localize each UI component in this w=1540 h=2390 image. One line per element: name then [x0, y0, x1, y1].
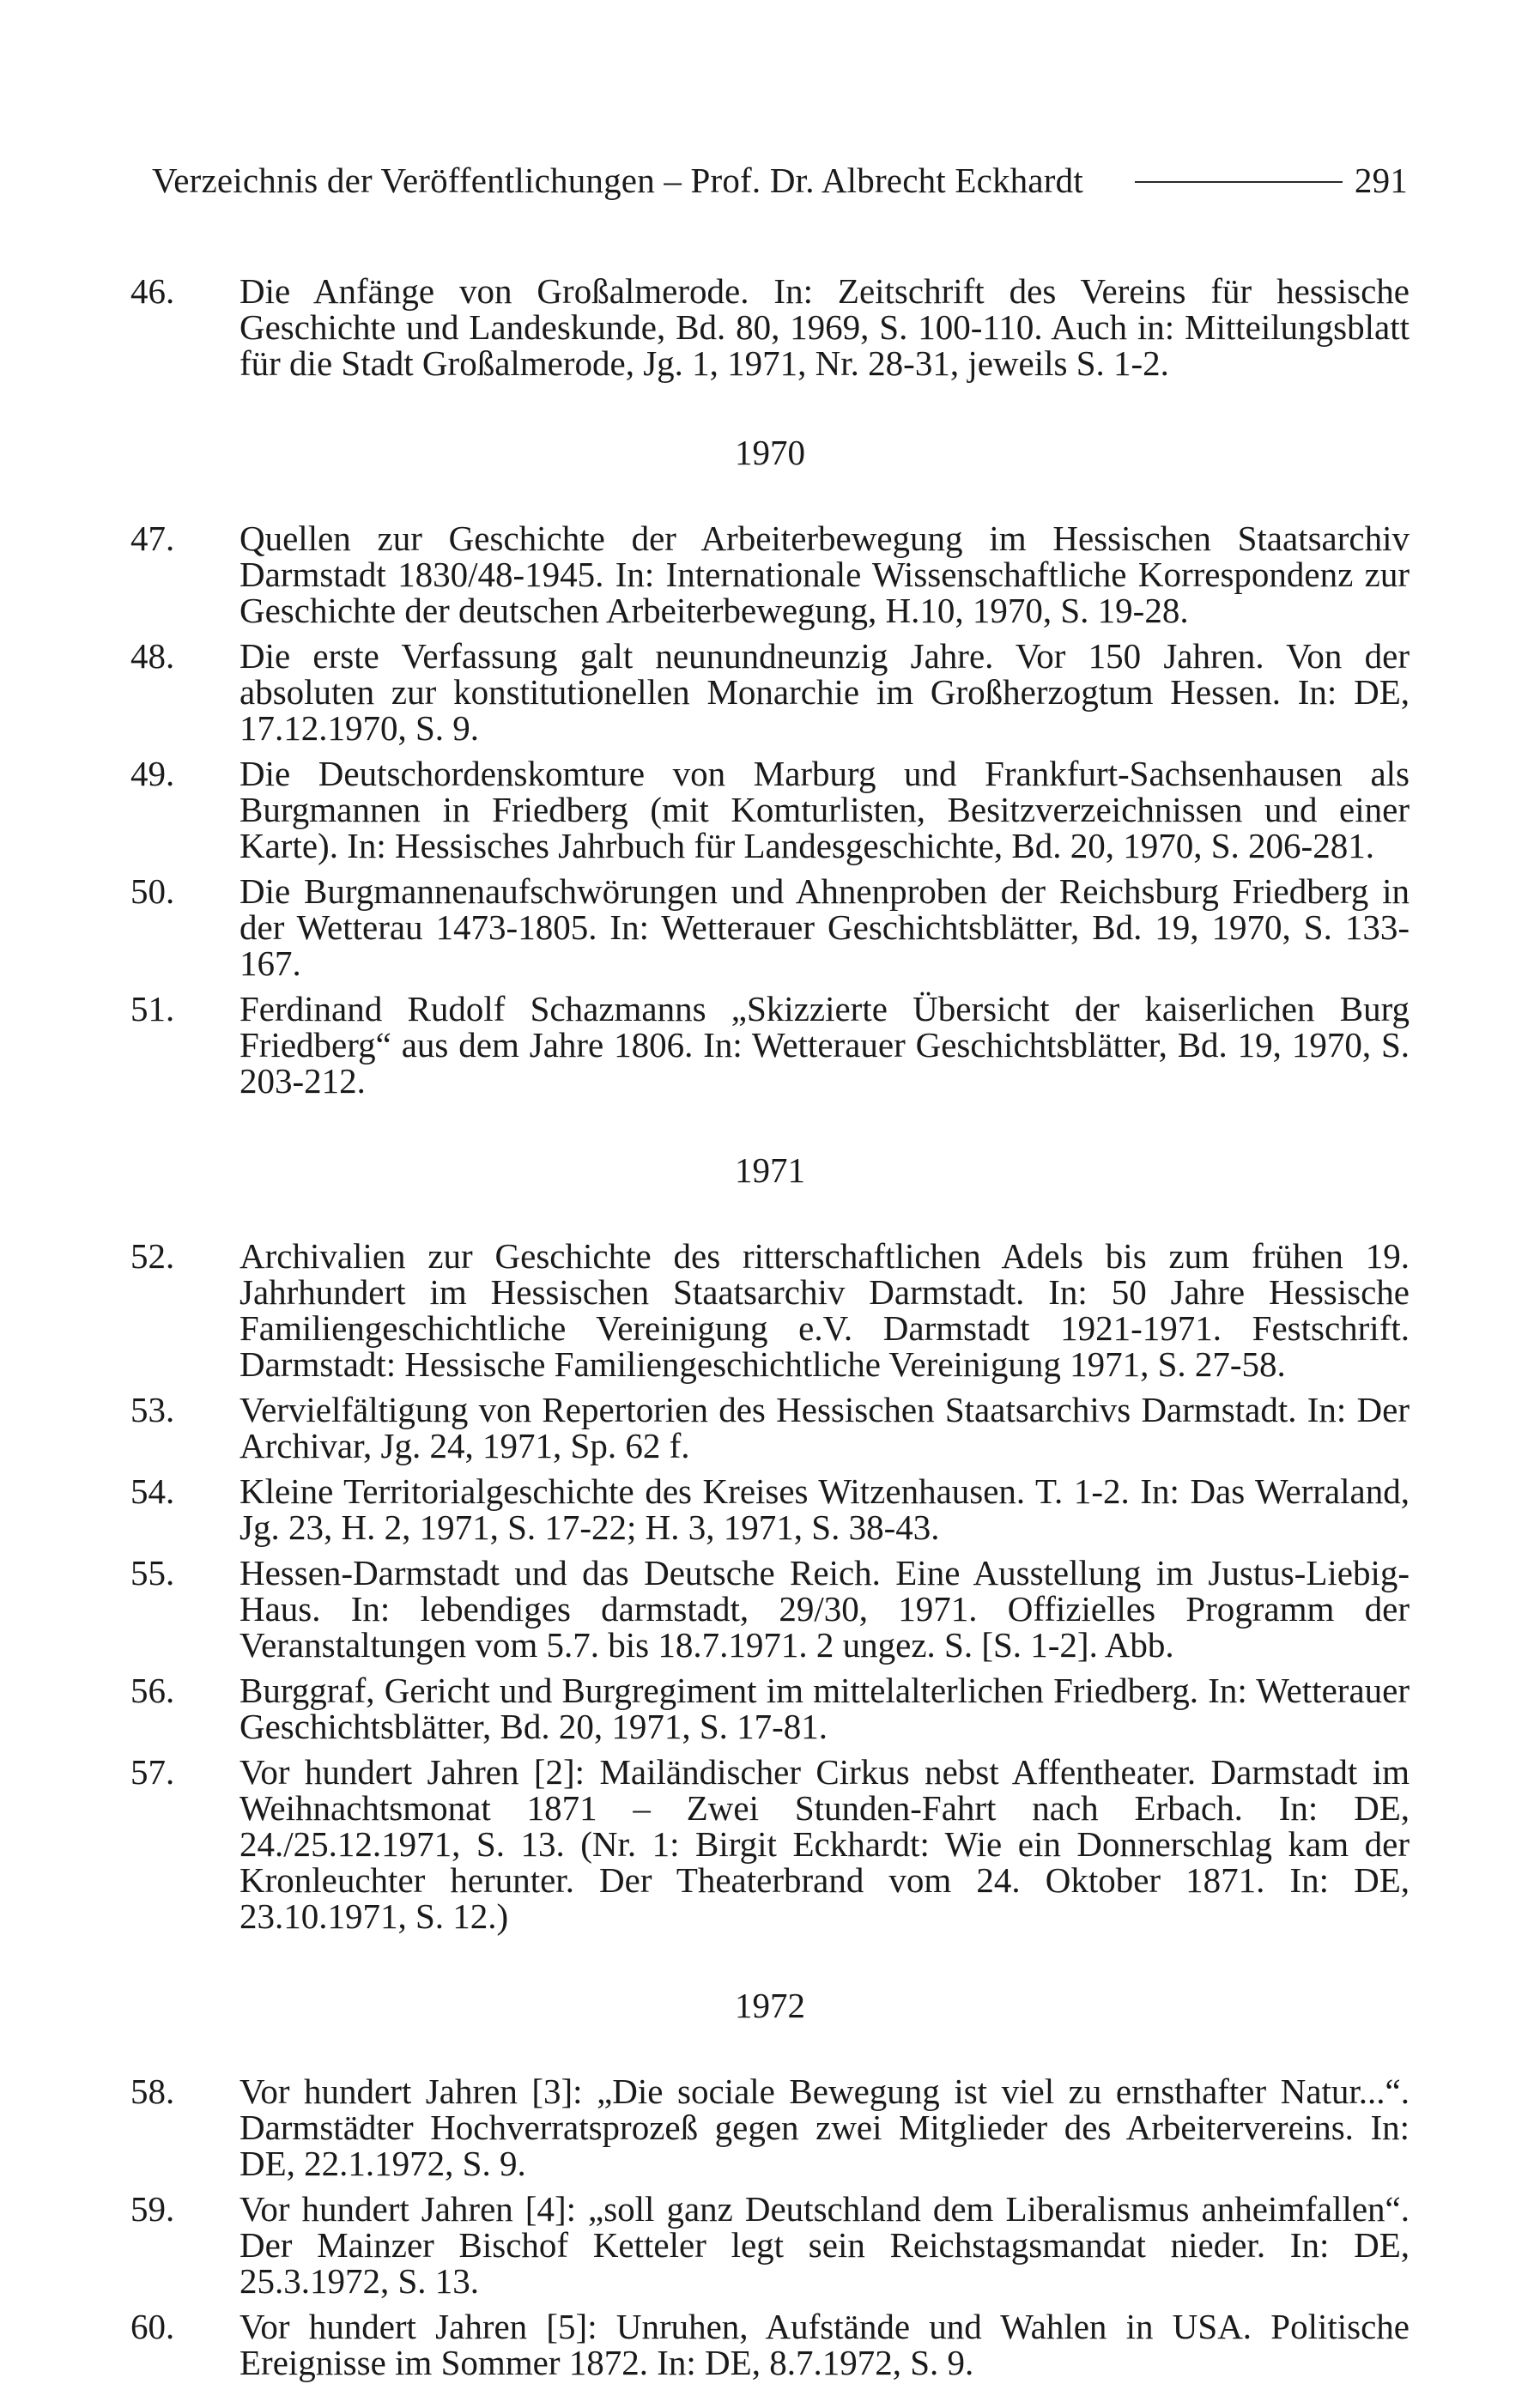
entry-text: Vor hundert Jahren [5]: Unruhen, Aufstände und Wahlen in USA. Politische Ereignisse im Sommer 1872. In: DE, 8.7.1972, S. 9.: [239, 2307, 1410, 2382]
bibliography-entry: [130, 991, 1410, 1099]
entry-number: 60.: [130, 2307, 175, 2346]
year-heading: 1971: [735, 1150, 805, 1190]
entry-number: 48.: [130, 636, 175, 676]
entry-text: Quellen zur Geschichte der Arbeiterbewegung im Hessischen Staatsarchiv Darmstadt 1830/48-1945. In: Internationale Wissenschaftliche Korrespondenz zur Geschichte der deutschen Arbeiterbewegung, H.10, 1970, S. 19-28.: [239, 519, 1410, 630]
bibliography-entry: [130, 1555, 1410, 1663]
bibliography-entry: [130, 1392, 1410, 1464]
bibliography-entry: [130, 1754, 1410, 1934]
entry-number: 53.: [130, 1390, 175, 1429]
entry-text: Die Anfänge von Großalmerode. In: Zeitschrift des Vereins für hessische Geschichte und Landeskunde, Bd. 80, 1969, S. 100-110. Auch in: Mitteilungsblatt für die Stadt Großalmerode, Jg. 1, 1971, Nr. 28-31, jeweils S. 1-2.: [239, 271, 1410, 383]
entry-text: Kleine Territorialgeschichte des Kreises Witzenhausen. T. 1-2. In: Das Werraland, Jg. 23, H. 2, 1971, S. 17-22; H. 3, 1971, S. 38-43.: [239, 1471, 1410, 1547]
entry-number: 58.: [130, 2072, 175, 2111]
entry-number: 46.: [130, 271, 175, 311]
bibliography-entry: [130, 2191, 1410, 2299]
entry-number: 54.: [130, 1471, 175, 1511]
entry-text: Vor hundert Jahren [2]: Mailändischer Cirkus nebst Affentheater. Darmstadt im Weihnachtsmonat 1871 – Zwei Stunden-Fahrt nach Erbach. In: DE, 24./25.12.1971, S. 13. (Nr. 1: Birgit Eckhardt: Wie ein Donnerschlag kam der Kronleuchter herunter. Der Theaterbrand vom 24. Oktober 1871. In: DE, 23.10.1971, S. 12.): [239, 1752, 1410, 1936]
bibliography-entry: [130, 273, 1410, 381]
entry-number: 49.: [130, 754, 175, 793]
running-title: Verzeichnis der Veröffentlichungen – Prof. Dr. Albrecht Eckhardt: [152, 161, 1083, 200]
entry-number: 59.: [130, 2189, 175, 2229]
year-heading: 1970: [735, 433, 805, 472]
bibliography-entry: [130, 1672, 1410, 1744]
bibliography-entry: [130, 520, 1410, 628]
entry-number: 52.: [130, 1236, 175, 1276]
page-number: 291: [1354, 161, 1408, 200]
entry-number: 51.: [130, 989, 175, 1028]
entry-number: 56.: [130, 1671, 175, 1710]
entry-text: Ferdinand Rudolf Schazmanns „Skizzierte Übersicht der kaiserlichen Burg Friedberg“ aus dem Jahre 1806. In: Wetterauer Geschichtsblätter, Bd. 19, 1970, S. 203-212.: [239, 989, 1410, 1101]
entry-number: 55.: [130, 1553, 175, 1592]
year-heading: 1972: [735, 1986, 805, 2025]
bibliography-entry: [130, 755, 1410, 864]
entry-text: Die Deutschordenskomture von Marburg und Frankfurt-Sachsenhausen als Burgmannen in Friedberg (mit Komturlisten, Besitzverzeichnissen und einer Karte). In: Hessisches Jahrbuch für Landesgeschichte, Bd. 20, 1970, S. 206-281.: [239, 754, 1410, 865]
entry-text: Hessen-Darmstadt und das Deutsche Reich. Eine Ausstellung im Justus-Liebig-Haus. In: lebendiges darmstadt, 29/30, 1971. Offizielles Programm der Veranstaltungen vom 5.7. bis 18.7.1971. 2 ungez. S. [S. 1-2]. Abb.: [239, 1553, 1410, 1665]
entry-number: 50.: [130, 871, 175, 911]
bibliography-entry: [130, 2308, 1410, 2381]
entry-text: Burggraf, Gericht und Burgregiment im mittelalterlichen Friedberg. In: Wetterauer Geschichtsblätter, Bd. 20, 1971, S. 17-81.: [239, 1671, 1410, 1746]
entry-text: Die Burgmannenaufschwörungen und Ahnenproben der Reichsburg Friedberg in der Wetterau 1473-1805. In: Wetterauer Geschichtsblätter, Bd. 19, 1970, S. 133-167.: [239, 871, 1410, 983]
entry-text: Vervielfältigung von Repertorien des Hessischen Staatsarchivs Darmstadt. In: Der Archivar, Jg. 24, 1971, Sp. 62 f.: [239, 1390, 1410, 1465]
entry-text: Vor hundert Jahren [4]: „soll ganz Deutschland dem Liberalismus anheimfallen“. Der Mainzer Bischof Ketteler legt sein Reichstagsmandat nieder. In: DE, 25.3.1972, S. 13.: [239, 2189, 1410, 2301]
bibliography-entry: [130, 1238, 1410, 1382]
bibliography-entry: [130, 873, 1410, 981]
entry-text: Die erste Verfassung galt neunundneunzig Jahre. Vor 150 Jahren. Von der absoluten zur konstitutionellen Monarchie im Großherzogtum Hessen. In: DE, 17.12.1970, S. 9.: [239, 636, 1410, 748]
bibliography: [130, 273, 1410, 2390]
bibliography-entry: [130, 2073, 1410, 2181]
header-rule: [1135, 181, 1343, 183]
entry-number: 57.: [130, 1752, 175, 1792]
entry-number: 47.: [130, 519, 175, 558]
entry-text: Vor hundert Jahren [3]: „Die sociale Bewegung ist viel zu ernsthafter Natur...“. Darmstädter Hochverratsprozeß gegen zwei Mitglieder des Arbeitervereins. In: DE, 22.1.1972, S. 9.: [239, 2072, 1410, 2183]
bibliography-entry: [130, 638, 1410, 746]
entry-text: Archivalien zur Geschichte des ritterschaftlichen Adels bis zum frühen 19. Jahrhundert im Hessischen Staatsarchiv Darmstadt. In: 50 Jahre Hessische Familiengeschichtliche Vereinigung e.V. Darmstadt 1921-1971. Festschrift. Darmstadt: Hessische Familiengeschichtliche Vereinigung 1971, S. 27-58.: [239, 1236, 1410, 1384]
bibliography-entry: [130, 1473, 1410, 1545]
running-header: [152, 155, 1408, 206]
